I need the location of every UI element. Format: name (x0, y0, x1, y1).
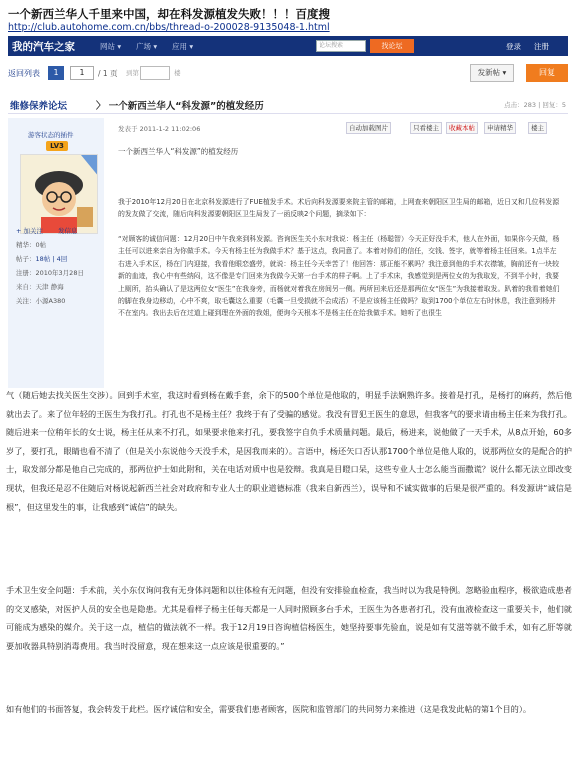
post-paragraph: 气（随后她去找关医生交涉）。回到手术室，我这时看到杨在戴手套，余下的500个单位是他取的，明显手法娴熟许多。接着是打孔，是杨打的麻药，然后他就出去了。来了位年轻的王医生为我打孔。打孔也不是杨主任？我终于有了受骗的感觉。我没有冒犯王医生的意思，但我客气的要求请由杨主任来为我打孔。随后进来一位稍年长的女士说，杨主任从来不打孔，如果要求他来打孔，要我签字自负手术质量问题。最后，杨进来，说他做了一天手术，从8点开始，60多岁了，要打孔，眼睛也看不清了（但是关小东说他今天没手术，是因我而来的）。言语中，杨还矢口否认那1700个单位是他人取的，说那两位女的是配合的护士，取发部分都是他自己完成的，那两位护士如此附和，关在电话对质中也是狡辩。我真是目瞪口呆，这些专业人士怎么能当面撒谎？说什么都无法立即改变现状，但我还是忍不住随后对杨说起新西兰社会对政府和专业人士的职业道德标准（我来自新西兰），误导和不诚实做事的后果是很严重的。科发源讲“诚信是根”，但这里发生的事，让我感到“诚信”的缺失。 (6, 390, 572, 512)
nav-square[interactable]: 广场 ▾ (136, 42, 158, 51)
apply-essence-button[interactable]: 申请精华 (484, 122, 516, 134)
user-posts-label: 帖子： (16, 255, 36, 263)
find-forum-button[interactable]: 找论坛 (370, 39, 414, 53)
favorite-button[interactable]: 收藏本帖 (446, 122, 478, 134)
site-logo[interactable]: 我的汽车之家 (12, 41, 75, 53)
floor-label: 楼主 (528, 122, 547, 134)
jump-floor-input[interactable] (140, 66, 170, 80)
post-paragraph: 手术卫生安全问题：手术前，关小东仅询问我有无身体问题和以往体检有无问题，但没有安排验血检查，我当时以为我是特例。忽略验血程序，极欲造成患者的交叉感染，对医护人员的安全也是隐患。尤其是看样子杨主任每天都是一人同时照顾多台手术，王医生为各患者打孔，没有血液检查这一重要关卡，他们就可能成为感染的媒介。关于这一点，植信的做法就不一样。我于12月19日咨询植信杨医生，她坚持要事先验血，说是如有艾滋等就不做手术，如有乙肝等就要加收器具特别消毒费用。我当时没留意，现在想来这一点应该是很重要的。” (6, 585, 572, 651)
register-link[interactable]: 注册 (534, 42, 549, 51)
follow-link[interactable]: + 加关注 (16, 227, 44, 235)
user-posts-count[interactable]: 18帖 | 4回 (35, 255, 68, 263)
jump-label: 到第 (126, 69, 139, 77)
user-posts (16, 254, 67, 263)
post-paragraph: “对顾客的诚信问题：12月20日中午我来到科发源。咨询医生关小东对我说：杨主任（杨聪智）今天正好没手术，他人在外面，如果你今天做，杨主任可以进来亲自为你做手术。今天有杨主任为我做手术？基于这点，我同意了。本着对你们的信任，交钱、签字，就等着杨主任回来。1点半左右进入手术区，杨在门内迎接，我看他眼恋盛劳，就说：杨主任今天幸苦了！他回答：那正能不累吗？我注意到他的手术衣襟皱，胸前还有一块较新的血迹，我心中有些纳闷，这不像是专门回来为我做今天第一台手术的样子啊。上了手术床，我感觉到是两位女的为我取发，不到半小时，我要上厕所，抬头确认了是这两位女“医生”在我身旁，而杨就对着我在房间另一侧。两所回来后还是那两位女“医生”为我接着取发。趴着的我看着她们的脚在我身边移动，心中不爽，取毛囊这么重要（毛囊一旦受损就不会成活）不是应该杨主任做吗？取到1700个单位左右时休息，我注意到杨并不在室内。我出去后在过道上碰到理在外面的我姐，便询今天根本不是杨主任在给我做手术。她听了也很生 (118, 235, 560, 318)
nav-website[interactable]: 网站 ▾ (100, 42, 122, 51)
page-total: / 1 页 (98, 69, 118, 78)
user-from: 来自：天津 静海 (16, 283, 64, 291)
forum-search-input[interactable]: 论坛搜索 (316, 40, 366, 52)
nav-apps[interactable]: 应用 ▾ (172, 42, 194, 51)
auto-load-images-toggle[interactable]: 自动加载图片 (346, 122, 391, 134)
pager-row (8, 64, 568, 84)
only-author-button[interactable]: 只看楼主 (410, 122, 442, 134)
post-subject: 一个新西兰华人“科发源”的植发经历 (118, 147, 239, 156)
post-paragraph: 我于2010年12月20日在北京科发源进行了FUE植发手术。术后向科发源要来院主管的邮箱，上网查来朝阳区卫生局的邮箱，近日又和几位科发源的发友做了交流，随后向科发源要朝阳区卫生局发了一函反映2个问题，摘录如下： (118, 198, 560, 219)
post-timestamp: 发表于 2011-1-2 11:02:06 (118, 125, 201, 133)
author-panel (8, 118, 104, 388)
avatar-cartoon-icon (21, 155, 98, 234)
avatar[interactable] (20, 154, 98, 234)
user-registered: 注册：2010年3月28日 (16, 269, 84, 277)
user-status: 游客状态的插件 (28, 131, 74, 139)
message-link[interactable]: 发信息 (58, 227, 78, 235)
thread-stats: 点击：283 | 回复：5 (504, 101, 566, 109)
current-page-button[interactable]: 1 (48, 66, 64, 80)
thread-header (8, 96, 568, 114)
jump-go-label: 楼 (174, 69, 181, 77)
thread-title: 〉 一个新西兰华人“科发源”的植发经历 (96, 101, 264, 112)
page-title: 一个新西兰华人千里来中国，却在科发源植发失败！！！百度搜 (8, 7, 330, 21)
login-link[interactable]: 登录 (506, 42, 521, 51)
reply-button[interactable]: 回复 (526, 64, 568, 82)
post-paragraph: 如有他们的书面答复，我会转发于此栏。医疗诚信和安全，需要我们患者顾客，医院和监管部门的共同努力来推进（这是我发此帖的第1个目的）。 (6, 704, 532, 714)
user-car: 关注：小源A380 (16, 297, 66, 305)
forum-name-link[interactable]: 维修保养论坛 (10, 101, 68, 112)
page-url-link[interactable]: http://club.autohome.com.cn/bbs/thread-o-200028-9135048-1.html (8, 22, 330, 33)
site-topbar (8, 36, 568, 56)
new-post-button[interactable]: 发新帖 ▾ (470, 64, 514, 82)
user-essence: 精华：0帖 (16, 241, 47, 249)
page-input[interactable]: 1 (70, 66, 94, 80)
level-badge: LV3 (46, 141, 68, 151)
back-to-list-link[interactable]: 返回列表 (8, 69, 40, 78)
